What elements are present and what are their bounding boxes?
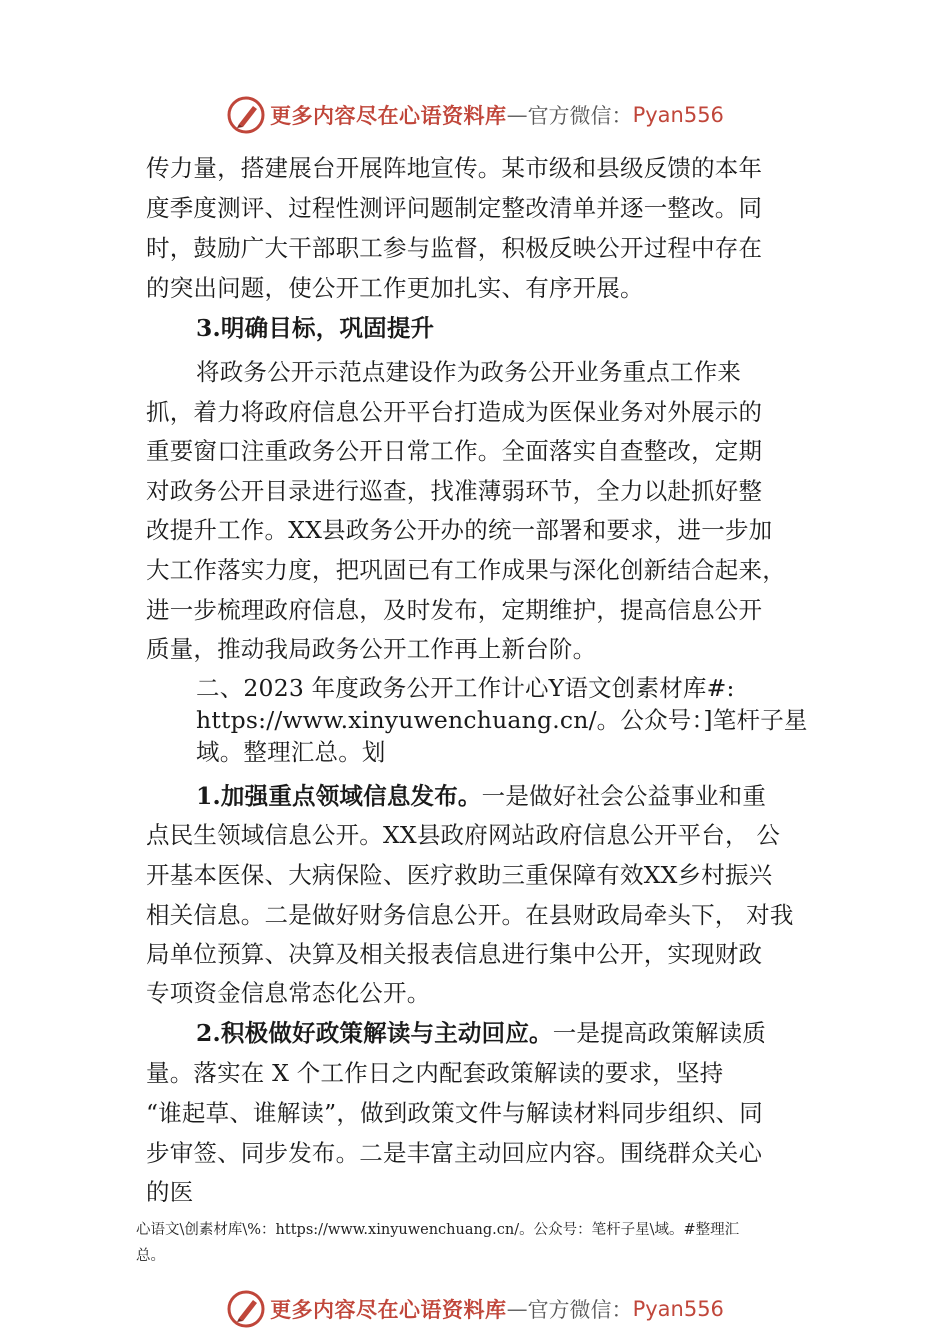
body-line: 量。落实在 X 个工作日之内配套政策解读的要求，坚持 <box>146 1059 724 1087</box>
body-line: 改提升工作。XX县政务公开办的统一部署和要求，进一步加 <box>146 516 773 544</box>
pen-logo-icon <box>226 95 266 135</box>
body-line: 进一步梳理政府信息，及时发布，定期维护，提高信息公开 <box>146 596 763 624</box>
body-line: 的突出问题，使公开工作更加扎实、有序开展。 <box>146 274 644 302</box>
body-line: 对政务公开目录进行巡查，找准薄弱环节，全力以赴抓好整 <box>146 477 763 505</box>
body-line: 抓，着力将政府信息公开平台打造成为医保业务对外展示的 <box>146 398 763 426</box>
body-line: 相关信息。二是做好财务信息公开。在县财政局牵头下， 对我 <box>146 901 794 929</box>
body-line: https://www.xinyuwenchuang.cn/。公众号：]笔杆子星 <box>196 706 808 734</box>
body-line: 重要窗口注重政务公开日常工作。全面落实自查整改，定期 <box>146 437 763 465</box>
banner-site-text: 更多内容尽在心语资料库 <box>270 104 507 128</box>
body-line: 质量，推动我局政务公开工作再上新台阶。 <box>146 635 597 663</box>
footer-note-line: 心语文\创素材库\%：https://www.xinyuwenchuang.cn/。公众号：笔杆子星\域。#整理汇 <box>136 1222 740 1238</box>
body-line: 局单位预算、决算及相关报表信息进行集中公开，实现财政 <box>146 940 763 968</box>
body-line: 域。整理汇总。划 <box>196 738 386 766</box>
banner-wechat-label: 官方微信： <box>527 104 633 128</box>
section-heading: 3.明确目标，巩固提升 <box>196 314 435 342</box>
banner-wechat-label: 官方微信： <box>527 1298 633 1322</box>
item-text: 一是做好社会公益事业和重 <box>481 782 767 810</box>
body-line: 开基本医保、大病保险、医疗救助三重保障有效XX乡村振兴 <box>146 861 773 889</box>
body-line: 度季度测评、过程性测评问题制定整改清单并逐一整改。同 <box>146 194 763 222</box>
body-line: 大工作落实力度，把巩固已有工作成果与深化创新结合起来， <box>146 556 786 584</box>
footer-watermark-banner <box>0 1286 950 1332</box>
item-heading: 1.加强重点领域信息发布。 <box>196 782 482 810</box>
footer-note-line: 总。 <box>136 1248 165 1264</box>
section-heading-plan: 二、2023 年度政务公开工作计心Y语文创素材库#: <box>196 674 735 702</box>
body-line: 专项资金信息常态化公开。 <box>146 979 431 1007</box>
body-line: 步审签、同步发布。二是丰富主动回应内容。围绕群众关心 <box>146 1139 763 1167</box>
banner-separator: — <box>506 103 528 127</box>
body-line <box>196 1013 868 1053</box>
body-line: 传力量，搭建展台开展阵地宣传。某市级和县级反馈的本年 <box>146 154 763 182</box>
banner-separator: — <box>506 1297 528 1321</box>
item-heading: 2.积极做好政策解读与主动回应。 <box>196 1019 553 1047</box>
header-watermark-banner <box>0 92 950 138</box>
banner-site-text: 更多内容尽在心语资料库 <box>270 1298 507 1322</box>
body-line: 的医 <box>146 1178 194 1206</box>
banner-wechat-id: Pyan556 <box>632 1297 724 1321</box>
body-line: 时，鼓励广大干部职工参与监督，积极反映公开过程中存在 <box>146 234 763 262</box>
body-line: 将政务公开示范点建设作为政务公开业务重点工作来 <box>196 358 742 386</box>
banner-wechat-id: Pyan556 <box>632 103 724 127</box>
item-text: 一是提高政策解读质 <box>552 1019 767 1047</box>
pen-logo-icon <box>226 1289 266 1329</box>
body-line <box>196 776 868 816</box>
body-line: “谁起草、谁解读”，做到政策文件与解读材料同步组织、同 <box>146 1099 763 1127</box>
body-line: 点民生领域信息公开。XX县政府网站政府信息公开平台， 公 <box>146 821 781 849</box>
